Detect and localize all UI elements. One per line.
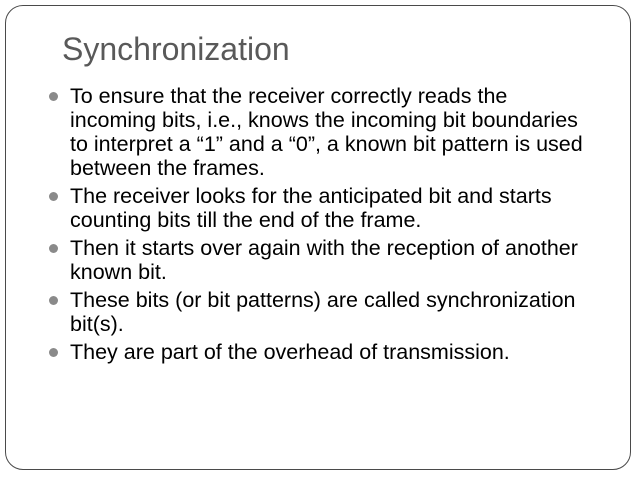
bullet-text: To ensure that the receiver correctly reads the incoming bits, i.e., knows the incoming bit boundaries to interpret a “1” and a “0”, a known bit pattern is used between the frames.: [70, 84, 583, 180]
bullet-item: [46, 84, 591, 180]
bullet-item: [46, 236, 591, 284]
bullet-icon: [49, 244, 58, 253]
bullet-text: They are part of the overhead of transmission.: [70, 340, 510, 364]
bullet-list: [46, 84, 591, 368]
bullet-item: [46, 184, 591, 232]
slide-frame: [5, 5, 631, 470]
bullet-text: The receiver looks for the anticipated bit and starts counting bits till the end of the frame.: [70, 184, 552, 232]
bullet-icon: [49, 296, 58, 305]
bullet-item: [46, 340, 591, 364]
bullet-text: Then it starts over again with the reception of another known bit.: [70, 236, 578, 284]
slide-title: Synchronization: [62, 31, 290, 67]
bullet-icon: [49, 192, 58, 201]
bullet-icon: [49, 348, 58, 357]
bullet-item: [46, 288, 591, 336]
bullet-icon: [49, 92, 58, 101]
bullet-text: These bits (or bit patterns) are called synchronization bit(s).: [70, 288, 576, 336]
